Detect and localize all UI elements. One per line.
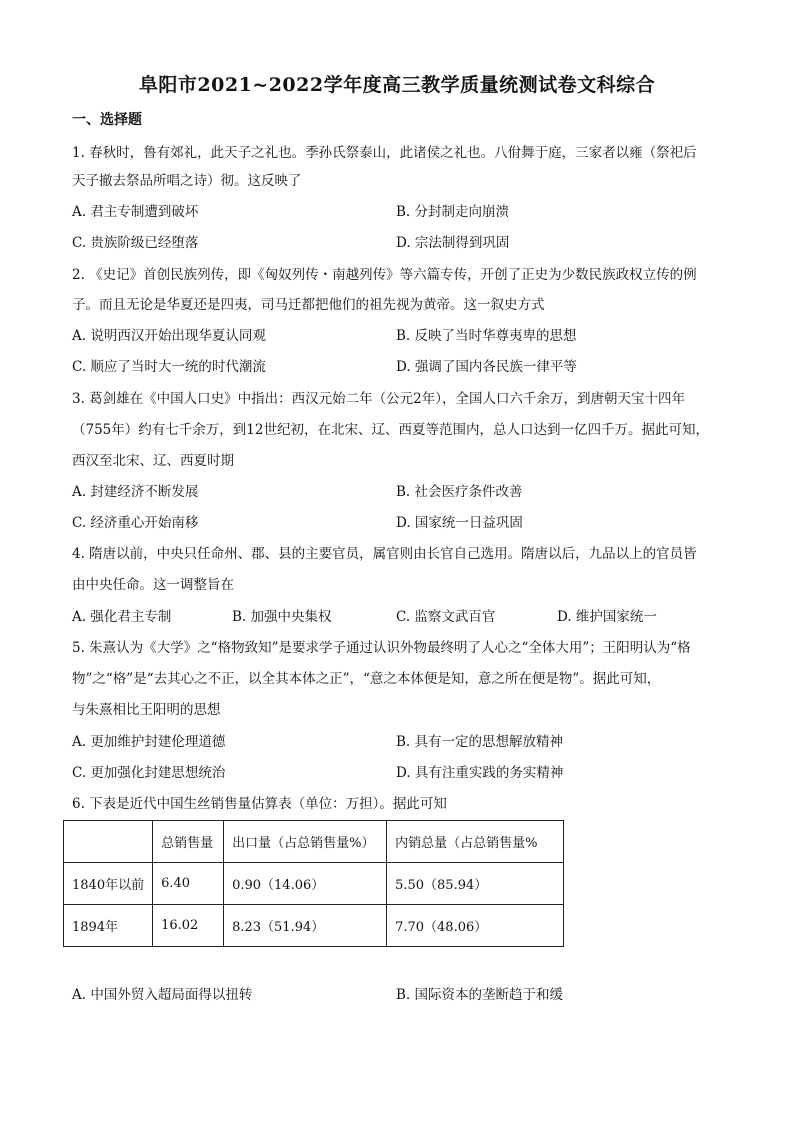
table-cell: 0.90（14.06） xyxy=(224,863,387,905)
table-cell: 16.02 xyxy=(153,905,224,947)
q1-option-b: B. 分封制走向崩溃 xyxy=(396,204,510,220)
q5-line-2: 物”之“格”是“去其心之不正，以全其本体之正”，“意之本体便是知，意之所在便是物”。据此可知， xyxy=(72,671,661,687)
q2-option-b: B. 反映了当时华尊夷卑的思想 xyxy=(396,328,577,344)
table-cell: 5.50（85.94） xyxy=(387,863,564,905)
q5-line-3: 与朱熹相比王阳明的思想 xyxy=(72,702,221,718)
q4-line-2: 由中央任命。这一调整旨在 xyxy=(72,577,234,593)
q6-option-b: B. 国际资本的垄断趋于和缓 xyxy=(396,987,564,1003)
q2-line-2: 子。而且无论是华夏还是四夷，司马迁都把他们的祖先视为黄帝。这一叙史方式 xyxy=(72,297,545,313)
table-cell: 1894年 xyxy=(64,905,153,947)
table-cell: 7.70（48.06） xyxy=(387,905,564,947)
q3-option-b: B. 社会医疗条件改善 xyxy=(396,484,523,500)
q3-option-c: C. 经济重心开始南移 xyxy=(72,515,199,531)
q3-option-a: A. 封建经济不断发展 xyxy=(72,484,199,500)
q4-option-b: B. 加强中央集权 xyxy=(232,609,332,625)
table-header-cell: 出口量（占总销售量%） xyxy=(224,821,387,863)
page-title: 阜阳市2021~2022学年度高三教学质量统测试卷文科综合 xyxy=(138,74,656,96)
table-row xyxy=(64,863,564,905)
table-cell: 8.23（51.94） xyxy=(224,905,387,947)
q5-option-d: D. 具有注重实践的务实精神 xyxy=(396,765,564,781)
q4-option-a: A. 强化君主专制 xyxy=(72,609,172,625)
q3-line-1: 3. 葛剑雄在《中国人口史》中指出：西汉元始二年（公元2年），全国人口六千余万，到唐朝天宝十四年 xyxy=(72,391,686,407)
q1-option-d: D. 宗法制得到巩固 xyxy=(396,235,510,251)
q5-option-b: B. 具有一定的思想解放精神 xyxy=(396,734,564,750)
q2-option-a: A. 说明西汉开始出现华夏认同观 xyxy=(72,328,266,344)
q3-option-d: D. 国家统一日益巩固 xyxy=(396,515,523,531)
q1-line-1: 1. 春秋时，鲁有郊礼，此天子之礼也。季孙氏祭泰山，此诸侯之礼也。八佾舞于庭，三家者以雍（祭祀后 xyxy=(72,145,697,161)
section-heading: 一、选择题 xyxy=(72,112,142,128)
q6-line-1: 6. 下表是近代中国生丝销售量估算表（单位：万担）。据此可知 xyxy=(72,796,447,812)
table-row xyxy=(64,905,564,947)
q3-line-3: 西汉至北宋、辽、西夏时期 xyxy=(72,453,234,469)
table-header-cell: 总销售量 xyxy=(153,821,224,863)
q5-line-1: 5. 朱熹认为《大学》之“格物致知”是要求学子通过认识外物最终明了人心之“全体大用”；王阳明认为“格 xyxy=(72,640,691,656)
q3-line-2: （755年）约有七千余万，到12世纪初，在北宋、辽、西夏等范围内，总人口达到一亿四千万。据此可知， xyxy=(72,422,709,438)
table-header-row xyxy=(64,821,564,863)
q1-line-2: 天子撤去祭品所唱之诗）彻。这反映了 xyxy=(72,173,302,189)
table-header-cell: 内销总量（占总销售量% xyxy=(387,821,564,863)
q4-option-c: C. 监察文武百官 xyxy=(396,609,496,625)
q4-line-1: 4. 隋唐以前，中央只任命州、郡、县的主要官员，属官则由长官自己选用。隋唐以后，九品以上的官员皆 xyxy=(72,546,697,562)
q2-option-c: C. 顺应了当时大一统的时代潮流 xyxy=(72,359,266,375)
q1-option-a: A. 君主专制遭到破坏 xyxy=(72,204,199,220)
q4-option-d: D. 维护国家统一 xyxy=(557,609,657,625)
q5-option-c: C. 更加强化封建思想统治 xyxy=(72,765,226,781)
table-cell: 1840年以前 xyxy=(64,863,153,905)
q1-option-c: C. 贵族阶级已经堕落 xyxy=(72,235,199,251)
table-header-cell xyxy=(64,821,153,863)
q5-option-a: A. 更加维护封建伦理道德 xyxy=(72,734,226,750)
table-cell: 6.40 xyxy=(153,863,224,905)
q2-option-d: D. 强调了国内各民族一律平等 xyxy=(396,359,577,375)
q6-option-a: A. 中国外贸入超局面得以扭转 xyxy=(72,987,253,1003)
silk-sales-table xyxy=(63,820,564,947)
q2-line-1: 2. 《史记》首创民族列传，即《匈奴列传・南越列传》等六篇专传，开创了正史为少数民族政权立传的例 xyxy=(72,267,697,283)
